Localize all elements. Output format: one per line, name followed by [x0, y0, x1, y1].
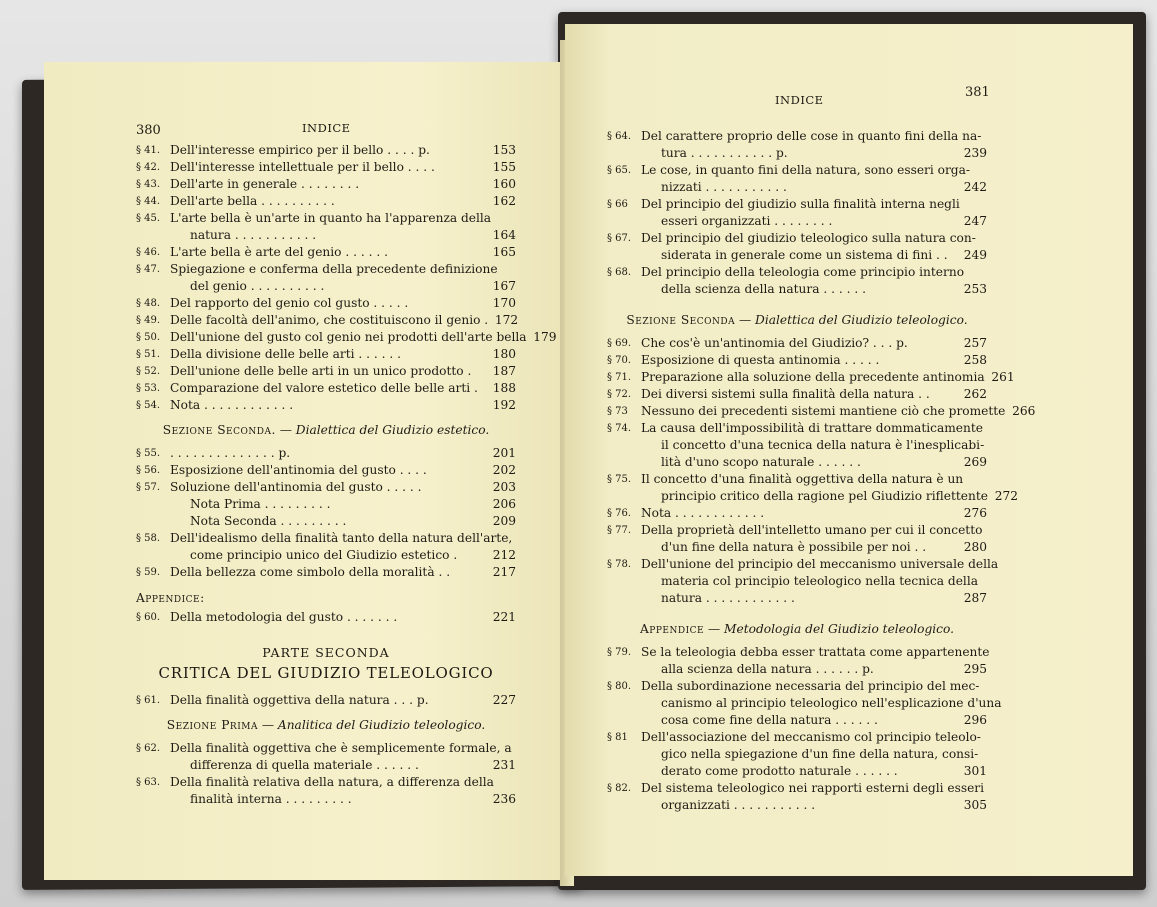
- toc-entry-title: Dell'idealismo della finalità tanto della natura dell'arte,: [170, 531, 513, 545]
- toc-entry-title: Della finalità relativa della natura, a differenza della: [170, 775, 494, 789]
- toc-entry: [607, 196, 987, 213]
- toc-entry: [607, 729, 987, 746]
- toc-entry-section-number: § 66: [607, 199, 628, 210]
- toc-entry-page: 269: [963, 455, 987, 469]
- toc-entry: [136, 261, 516, 278]
- toc-entry-title: Dell'interesse intellettuale per il bello . . . .: [170, 160, 435, 174]
- left-appendix-heading: Appendice:: [136, 591, 205, 605]
- toc-entry-section-number: § 57.: [136, 482, 161, 493]
- toc-entry-title: esseri organizzati . . . . . . . .: [661, 214, 833, 228]
- toc-entry-title: Del carattere proprio delle cose in quanto fini della na-: [641, 129, 982, 143]
- toc-entry-title: lità d'uno scopo naturale . . . . . .: [661, 455, 861, 469]
- toc-entry-page: 305: [963, 798, 987, 812]
- right-page: [565, 24, 1133, 876]
- left-page-number: 380: [136, 123, 161, 138]
- left-entries-group-b: [136, 445, 516, 581]
- toc-entry-title: Dell'associazione del meccanismo col principio teleolo-: [641, 730, 981, 744]
- toc-entry: [136, 791, 516, 808]
- toc-entry-title: Nessuno dei precedenti sistemi mantiene ciò che promette: [641, 404, 1006, 418]
- toc-entry: [607, 281, 987, 298]
- toc-entry-page: 202: [492, 463, 516, 477]
- toc-entry: [136, 462, 516, 479]
- toc-entry: [607, 179, 987, 196]
- toc-entry-page: 257: [963, 336, 987, 350]
- right-entries-group-c: [607, 644, 1002, 814]
- toc-entry-section-number: § 48.: [136, 298, 161, 309]
- toc-entry-section-number: § 42.: [136, 162, 161, 173]
- toc-entry-title: natura . . . . . . . . . . .: [190, 228, 317, 242]
- toc-entry-title: Del principio del giudizio sulla finalità interna negli: [641, 197, 960, 211]
- right-section-heading: [607, 312, 987, 329]
- toc-entry-page: 155: [492, 160, 516, 174]
- part-subtitle: CRITICA DEL GIUDIZIO TELEOLOGICO: [158, 664, 494, 682]
- toc-entry-page: 301: [963, 764, 987, 778]
- toc-entry-page: 221: [492, 610, 516, 624]
- right-appendix-label: Appendice: [640, 622, 705, 636]
- toc-entry-page: 209: [492, 514, 516, 528]
- toc-entry: [607, 797, 987, 814]
- toc-entry: [136, 564, 516, 581]
- toc-entry-section-number: § 50.: [136, 332, 161, 343]
- toc-entry-section-number: § 56.: [136, 465, 161, 476]
- toc-entry-section-number: § 80.: [607, 681, 632, 692]
- toc-entry: [136, 363, 516, 380]
- toc-entry-page: 261: [991, 370, 1015, 384]
- toc-entry-page: 296: [963, 713, 987, 727]
- toc-entry: [607, 162, 987, 179]
- toc-entry-title: Del sistema teleologico nei rapporti esterni degli esseri: [641, 781, 985, 795]
- toc-entry-section-number: § 45.: [136, 213, 161, 224]
- toc-entry-page: 280: [963, 540, 987, 554]
- toc-entry: [136, 244, 516, 261]
- toc-entry-section-number: § 51.: [136, 349, 161, 360]
- toc-entry-page: 287: [963, 591, 987, 605]
- toc-entry-title: Del rapporto del genio col gusto . . . . .: [170, 296, 409, 310]
- toc-entry-title: gico nella spiegazione d'un fine della natura, consi-: [661, 747, 979, 761]
- toc-entry-title: tura . . . . . . . . . . . p.: [661, 146, 788, 160]
- toc-entry-page: 192: [492, 398, 516, 412]
- toc-entry-title: materia col principio teleologico nella tecnica della: [661, 574, 978, 588]
- toc-entry-page: 217: [492, 565, 516, 579]
- toc-entry-title: Della metodologia del gusto . . . . . . .: [170, 610, 398, 624]
- toc-entry-title: Della finalità oggettiva della natura . . . p.: [170, 693, 429, 707]
- toc-entry: [607, 213, 987, 230]
- toc-entry: [607, 573, 987, 590]
- toc-entry-title: differenza di quella materiale . . . . . .: [190, 758, 419, 772]
- toc-entry-section-number: § 65.: [607, 165, 632, 176]
- toc-entry: [136, 609, 516, 626]
- toc-entry-section-number: § 72.: [607, 389, 632, 400]
- toc-entry-title: Nota Prima . . . . . . . . .: [190, 497, 331, 511]
- toc-entry-page: 295: [963, 662, 987, 676]
- toc-entry-title: Dell'interesse empirico per il bello . . . . p.: [170, 143, 430, 157]
- toc-entry-section-number: § 63.: [136, 777, 161, 788]
- toc-entry-page: 180: [492, 347, 516, 361]
- toc-entry-title: Che cos'è un'antinomia del Giudizio? . . . p.: [641, 336, 908, 350]
- toc-entry: [136, 346, 516, 363]
- toc-entry-page: 153: [492, 143, 516, 157]
- toc-entry-section-number: § 54.: [136, 400, 161, 411]
- toc-entry-page: 203: [492, 480, 516, 494]
- right-appendix-subtitle: — Metodologia del Giudizio teleologico.: [707, 622, 954, 636]
- toc-entry-section-number: § 77.: [607, 525, 632, 536]
- toc-entry-title: Il concetto d'una finalità oggettiva della natura è un: [641, 472, 964, 486]
- toc-entry: [136, 295, 516, 312]
- toc-entry-section-number: § 81: [607, 732, 628, 743]
- toc-entry-title: La causa dell'impossibilità di trattare dommaticamente: [641, 421, 983, 435]
- toc-entry-page: 167: [492, 279, 516, 293]
- toc-entry-title: organizzati . . . . . . . . . . .: [661, 798, 816, 812]
- toc-entry-page: 227: [492, 693, 516, 707]
- toc-entry: [136, 397, 516, 414]
- toc-entry: [607, 763, 987, 780]
- toc-entry-title: del genio . . . . . . . . . .: [190, 279, 325, 293]
- toc-entry-page: 266: [1012, 404, 1036, 418]
- toc-entry: [136, 445, 516, 462]
- toc-entry-page: 249: [963, 248, 987, 262]
- left-section-label: Sezione Seconda.: [162, 423, 276, 437]
- right-page-number: 381: [965, 85, 990, 100]
- toc-entry-title: siderata in generale come un sistema di fini . .: [661, 248, 948, 262]
- toc-entry-title: Del principio del giudizio teleologico sulla natura con-: [641, 231, 976, 245]
- toc-entry-title: L'arte bella è un'arte in quanto ha l'apparenza della: [170, 211, 492, 225]
- toc-entry-page: 179: [533, 330, 557, 344]
- toc-entry-title: Della divisione delle belle arti . . . . . .: [170, 347, 401, 361]
- toc-entry-page: 239: [963, 146, 987, 160]
- toc-entry-section-number: § 58.: [136, 533, 161, 544]
- toc-entry-page: 188: [492, 381, 516, 395]
- toc-entry-page: 206: [492, 497, 516, 511]
- toc-entry-page: 236: [492, 792, 516, 806]
- toc-entry-title: Della finalità oggettiva che è semplicemente formale, a: [170, 741, 512, 755]
- left-section1-label: Sezione Prima: [166, 718, 258, 732]
- left-entries-group-a: [136, 142, 557, 414]
- toc-entry: [607, 678, 987, 695]
- toc-entry-section-number: § 69.: [607, 338, 632, 349]
- toc-entry-title: Della subordinazione necessaria del principio del mec-: [641, 679, 980, 693]
- toc-entry-section-number: § 75.: [607, 474, 632, 485]
- toc-entry: [607, 471, 987, 488]
- toc-entry: [607, 539, 987, 556]
- part-title: PARTE SECONDA: [262, 645, 390, 660]
- toc-entry: [136, 159, 516, 176]
- toc-entry-title: Della bellezza come simbolo della moralità . .: [170, 565, 451, 579]
- toc-entry: [607, 230, 987, 247]
- toc-entry-section-number: § 44.: [136, 196, 161, 207]
- right-appendix-heading: [607, 621, 987, 638]
- toc-entry: [136, 312, 519, 329]
- toc-entry-page: 272: [994, 489, 1018, 503]
- toc-entry-page: 172: [494, 313, 519, 327]
- toc-entry: [607, 454, 987, 471]
- toc-entry-page: 253: [963, 282, 987, 296]
- toc-entry: [607, 695, 1002, 712]
- left-section-heading: [136, 422, 516, 439]
- toc-entry-section-number: § 73: [607, 406, 628, 417]
- toc-entry-title: Dell'unione del gusto col genio nei prodotti dell'arte bella: [170, 330, 527, 344]
- toc-entry-title: Della proprietà dell'intelletto umano per cui il concetto: [641, 523, 983, 537]
- toc-entry-title: Le cose, in quanto fini della natura, sono esseri orga-: [641, 163, 970, 177]
- toc-entry: [136, 479, 516, 496]
- toc-entry: [136, 193, 516, 210]
- toc-entry-section-number: § 47.: [136, 264, 161, 275]
- toc-entry-page: 164: [492, 228, 516, 242]
- toc-entry: [607, 661, 987, 678]
- toc-entry-title: Dei diversi sistemi sulla finalità della natura . .: [641, 387, 930, 401]
- right-page-header: INDICE: [775, 93, 824, 107]
- toc-entry-title: Soluzione dell'antinomia del gusto . . . . .: [170, 480, 422, 494]
- toc-entry-section-number: § 76.: [607, 508, 632, 519]
- left-entries-group-d: [136, 692, 516, 709]
- toc-entry: [607, 780, 987, 797]
- left-toc: [136, 142, 557, 808]
- toc-entry-title: Del principio della teleologia come principio interno: [641, 265, 965, 279]
- toc-entry-page: 170: [492, 296, 516, 310]
- toc-entry-section-number: § 64.: [607, 131, 632, 142]
- right-toc: [607, 128, 1036, 814]
- toc-entry-section-number: § 53.: [136, 383, 161, 394]
- toc-entry: [607, 420, 987, 437]
- toc-entry-title: nizzati . . . . . . . . . . .: [661, 180, 787, 194]
- toc-entry-title: Nota . . . . . . . . . . . .: [170, 398, 294, 412]
- toc-entry-section-number: § 49.: [136, 315, 161, 326]
- toc-entry-section-number: § 43.: [136, 179, 161, 190]
- toc-entry-page: 231: [492, 758, 516, 772]
- toc-entry: [607, 145, 987, 162]
- left-section1-subtitle: — Analitica del Giudizio teleologico.: [261, 718, 486, 732]
- toc-entry: [607, 264, 987, 281]
- toc-entry: [607, 369, 1015, 386]
- toc-entry: [607, 746, 987, 763]
- toc-entry-title: come principio unico del Giudizio estetico .: [190, 548, 458, 562]
- toc-entry-section-number: § 41.: [136, 145, 161, 156]
- toc-entry-title: Esposizione dell'antinomia del gusto . . . .: [170, 463, 427, 477]
- toc-entry-title: canismo al principio teleologico nell'esplicazione d'una: [661, 696, 1002, 710]
- right-section-label: Sezione Seconda: [626, 313, 736, 327]
- toc-entry: [607, 522, 987, 539]
- right-section-subtitle: — Dialettica del Giudizio teleologico.: [738, 313, 968, 327]
- toc-entry: [136, 380, 516, 397]
- toc-entry: [136, 227, 516, 244]
- toc-entry-title: natura . . . . . . . . . . . .: [661, 591, 795, 605]
- toc-entry: [607, 386, 987, 403]
- left-entries-group-c: [136, 609, 516, 626]
- toc-entry-page: 242: [963, 180, 987, 194]
- toc-entry-section-number: § 62.: [136, 743, 161, 754]
- toc-entry-section-number: § 68.: [607, 267, 632, 278]
- left-section1-heading: [136, 717, 516, 734]
- left-section-subtitle: — Dialettica del Giudizio estetico.: [279, 423, 490, 437]
- toc-entry-section-number: § 52.: [136, 366, 161, 377]
- toc-entry: [136, 774, 516, 791]
- toc-entry-section-number: § 46.: [136, 247, 161, 258]
- toc-entry: [607, 590, 987, 607]
- toc-entry: [136, 278, 516, 295]
- left-page-header: INDICE: [302, 121, 351, 135]
- toc-entry-title: Delle facoltà dell'animo, che costituiscono il genio .: [170, 313, 489, 327]
- toc-entry: [136, 740, 516, 757]
- toc-entry-title: . . . . . . . . . . . . . . p.: [170, 446, 291, 460]
- toc-entry-title: Preparazione alla soluzione della precedente antinomia: [641, 370, 985, 384]
- toc-entry: [607, 437, 987, 454]
- left-page: [44, 62, 574, 880]
- toc-entry-title: Esposizione di questa antinomia . . . . .: [641, 353, 880, 367]
- toc-entry-title: Dell'arte bella . . . . . . . . . .: [170, 194, 335, 208]
- toc-entry-title: il concetto d'una tecnica della natura è l'inesplicabi-: [661, 438, 985, 452]
- toc-entry-page: 247: [963, 214, 987, 228]
- toc-entry-title: derato come prodotto naturale . . . . . .: [661, 764, 898, 778]
- toc-entry-section-number: § 67.: [607, 233, 632, 244]
- toc-entry: [607, 488, 1018, 505]
- toc-entry-title: Comparazione del valore estetico delle belle arti .: [170, 381, 478, 395]
- toc-entry-title: alla scienza della natura . . . . . . p.: [661, 662, 874, 676]
- toc-entry-page: 276: [963, 506, 987, 520]
- toc-entry: [136, 210, 516, 227]
- toc-entry-page: 165: [492, 245, 516, 259]
- toc-entry: [136, 692, 516, 709]
- left-entries-group-e: [136, 740, 516, 808]
- toc-entry-title: principio critico della ragione pel Giudizio riflettente: [661, 489, 988, 503]
- toc-entry: [607, 556, 999, 573]
- toc-entry: [607, 712, 987, 729]
- toc-entry: [607, 128, 987, 145]
- right-entries-group-b: [607, 335, 1036, 607]
- toc-entry-section-number: § 71.: [607, 372, 632, 383]
- toc-entry-title: Dell'arte in generale . . . . . . . .: [170, 177, 360, 191]
- toc-entry: [136, 757, 516, 774]
- toc-entry-page: 262: [963, 387, 987, 401]
- toc-entry: [607, 505, 987, 522]
- toc-entry: [607, 403, 1036, 420]
- toc-entry-title: d'un fine della natura è possibile per noi . .: [661, 540, 927, 554]
- toc-entry-title: Nota Seconda . . . . . . . . .: [190, 514, 347, 528]
- toc-entry-section-number: § 59.: [136, 567, 161, 578]
- toc-entry-title: L'arte bella è arte del genio . . . . . .: [170, 245, 389, 259]
- toc-entry-section-number: § 74.: [607, 423, 632, 434]
- toc-entry-page: 258: [963, 353, 987, 367]
- toc-entry: [136, 530, 516, 547]
- toc-entry-section-number: § 70.: [607, 355, 632, 366]
- toc-entry-title: Se la teleologia debba esser trattata come appartenente: [641, 645, 990, 659]
- toc-entry: [607, 644, 990, 661]
- toc-entry: [136, 513, 516, 530]
- toc-entry-page: 187: [492, 364, 516, 378]
- toc-entry-page: 162: [492, 194, 516, 208]
- toc-entry: [607, 335, 987, 352]
- toc-entry-page: 212: [492, 548, 516, 562]
- right-entries-group-a: [607, 128, 987, 298]
- toc-entry-title: Spiegazione e conferma della precedente definizione: [170, 262, 498, 276]
- toc-entry-section-number: § 61.: [136, 695, 161, 706]
- toc-entry-section-number: § 78.: [607, 559, 632, 570]
- toc-entry: [136, 329, 557, 346]
- toc-entry: [607, 352, 987, 369]
- toc-entry-title: della scienza della natura . . . . . .: [661, 282, 866, 296]
- toc-entry-title: Dell'unione del principio del meccanismo universale della: [641, 557, 999, 571]
- toc-entry-section-number: § 55.: [136, 448, 161, 459]
- toc-entry-title: cosa come fine della natura . . . . . .: [661, 713, 878, 727]
- toc-entry: [136, 496, 516, 513]
- toc-entry: [136, 547, 516, 564]
- toc-entry-title: Dell'unione delle belle arti in un unico prodotto .: [170, 364, 472, 378]
- toc-entry-section-number: § 79.: [607, 647, 632, 658]
- toc-entry-title: Nota . . . . . . . . . . . .: [641, 506, 765, 520]
- toc-entry: [607, 247, 987, 264]
- toc-entry-title: finalità interna . . . . . . . . .: [190, 792, 352, 806]
- toc-entry-section-number: § 60.: [136, 612, 161, 623]
- toc-entry: [136, 176, 516, 193]
- toc-entry-page: 160: [492, 177, 516, 191]
- toc-entry-section-number: § 82.: [607, 783, 632, 794]
- toc-entry-page: 201: [492, 446, 516, 460]
- toc-entry: [136, 142, 516, 159]
